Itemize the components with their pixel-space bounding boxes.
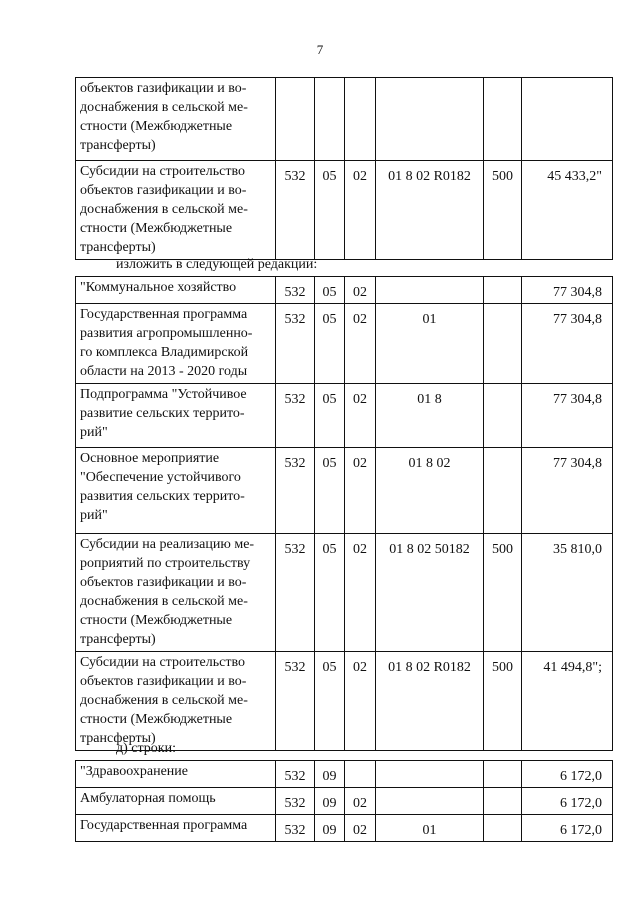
table-row — [76, 815, 613, 842]
pr-cell: 02 — [345, 788, 376, 815]
sum-cell: 35 810,0 — [522, 534, 613, 652]
vr-cell: 500 — [484, 652, 522, 751]
pr-cell: 02 — [345, 161, 376, 260]
csr-cell: 01 — [376, 304, 484, 384]
csr-cell — [376, 78, 484, 161]
csr-cell — [376, 761, 484, 788]
pr-cell — [345, 78, 376, 161]
sum-cell: 6 172,0 — [522, 815, 613, 842]
name-cell: Основное мероприятие "Обеспечение устойчивого развития сельских террито- рий" — [76, 448, 276, 534]
pr-cell: 02 — [345, 652, 376, 751]
name-cell: "Коммунальное хозяйство — [76, 277, 276, 304]
rz-cell: 05 — [315, 448, 345, 534]
vr-cell — [484, 761, 522, 788]
pr-cell: 02 — [345, 384, 376, 448]
gr-cell — [276, 78, 315, 161]
name-cell: Субсидии на реализацию ме- роприятий по строительству объектов газификации и во- доснабжения в сельской ме- стности (Межбюджетные трансферты) — [76, 534, 276, 652]
name-cell: Амбулаторная помощь — [76, 788, 276, 815]
table-row — [76, 788, 613, 815]
sum-cell: 77 304,8 — [522, 384, 613, 448]
csr-cell: 01 8 02 50182 — [376, 534, 484, 652]
budget-table-2 — [75, 276, 613, 751]
rz-cell: 09 — [315, 788, 345, 815]
table-row — [76, 384, 613, 448]
gr-cell: 532 — [276, 815, 315, 842]
pr-cell — [345, 761, 376, 788]
csr-cell: 01 8 — [376, 384, 484, 448]
table-row — [76, 534, 613, 652]
rz-cell: 05 — [315, 652, 345, 751]
vr-cell — [484, 304, 522, 384]
rz-cell: 05 — [315, 277, 345, 304]
rz-cell: 05 — [315, 304, 345, 384]
sum-cell: 41 494,8"; — [522, 652, 613, 751]
gr-cell: 532 — [276, 448, 315, 534]
rz-cell: 05 — [315, 534, 345, 652]
csr-cell — [376, 788, 484, 815]
table-row — [76, 78, 613, 161]
csr-cell: 01 8 02 R0182 — [376, 161, 484, 260]
budget-table-3 — [75, 760, 613, 842]
sum-cell: 6 172,0 — [522, 788, 613, 815]
sum-cell: 77 304,8 — [522, 448, 613, 534]
gr-cell: 532 — [276, 277, 315, 304]
vr-cell — [484, 788, 522, 815]
intro-text-1: изложить в следующей редакции: — [116, 257, 318, 272]
table-row — [76, 161, 613, 260]
name-cell: "Здравоохранение — [76, 761, 276, 788]
gr-cell: 532 — [276, 161, 315, 260]
vr-cell: 500 — [484, 534, 522, 652]
csr-cell: 01 8 02 — [376, 448, 484, 534]
vr-cell: 500 — [484, 161, 522, 260]
rz-cell — [315, 78, 345, 161]
csr-cell: 01 — [376, 815, 484, 842]
pr-cell: 02 — [345, 815, 376, 842]
table-row — [76, 761, 613, 788]
vr-cell — [484, 78, 522, 161]
pr-cell: 02 — [345, 304, 376, 384]
rz-cell: 09 — [315, 815, 345, 842]
page-number: 7 — [316, 42, 324, 57]
name-cell: Субсидии на строительство объектов газификации и во- доснабжения в сельской ме- стности (Межбюджетные трансферты) — [76, 161, 276, 260]
csr-cell: 01 8 02 R0182 — [376, 652, 484, 751]
vr-cell — [484, 815, 522, 842]
sum-cell: 77 304,8 — [522, 277, 613, 304]
name-cell: объектов газификации и во- доснабжения в сельской ме- стности (Межбюджетные трансферты) — [76, 78, 276, 161]
gr-cell: 532 — [276, 384, 315, 448]
vr-cell — [484, 448, 522, 534]
budget-table-1 — [75, 77, 613, 260]
table-row — [76, 652, 613, 751]
gr-cell: 532 — [276, 304, 315, 384]
name-cell: Подпрограмма "Устойчивое развитие сельских террито- рий" — [76, 384, 276, 448]
name-cell: Государственная программа развития агропромышленно- го комплекса Владимирской области на 2013 - 2020 годы — [76, 304, 276, 384]
table-row — [76, 277, 613, 304]
table-row — [76, 448, 613, 534]
csr-cell — [376, 277, 484, 304]
gr-cell: 532 — [276, 534, 315, 652]
vr-cell — [484, 384, 522, 448]
gr-cell: 532 — [276, 788, 315, 815]
sum-cell: 6 172,0 — [522, 761, 613, 788]
sum-cell — [522, 78, 613, 161]
rz-cell: 09 — [315, 761, 345, 788]
pr-cell: 02 — [345, 448, 376, 534]
intro-text-2: д) строки: — [116, 741, 176, 756]
rz-cell: 05 — [315, 161, 345, 260]
gr-cell: 532 — [276, 761, 315, 788]
name-cell: Государственная программа — [76, 815, 276, 842]
name-cell: Субсидии на строительство объектов газификации и во- доснабжения в сельской ме- стности (Межбюджетные трансферты) — [76, 652, 276, 751]
pr-cell: 02 — [345, 277, 376, 304]
vr-cell — [484, 277, 522, 304]
gr-cell: 532 — [276, 652, 315, 751]
sum-cell: 77 304,8 — [522, 304, 613, 384]
rz-cell: 05 — [315, 384, 345, 448]
table-row — [76, 304, 613, 384]
sum-cell: 45 433,2" — [522, 161, 613, 260]
pr-cell: 02 — [345, 534, 376, 652]
